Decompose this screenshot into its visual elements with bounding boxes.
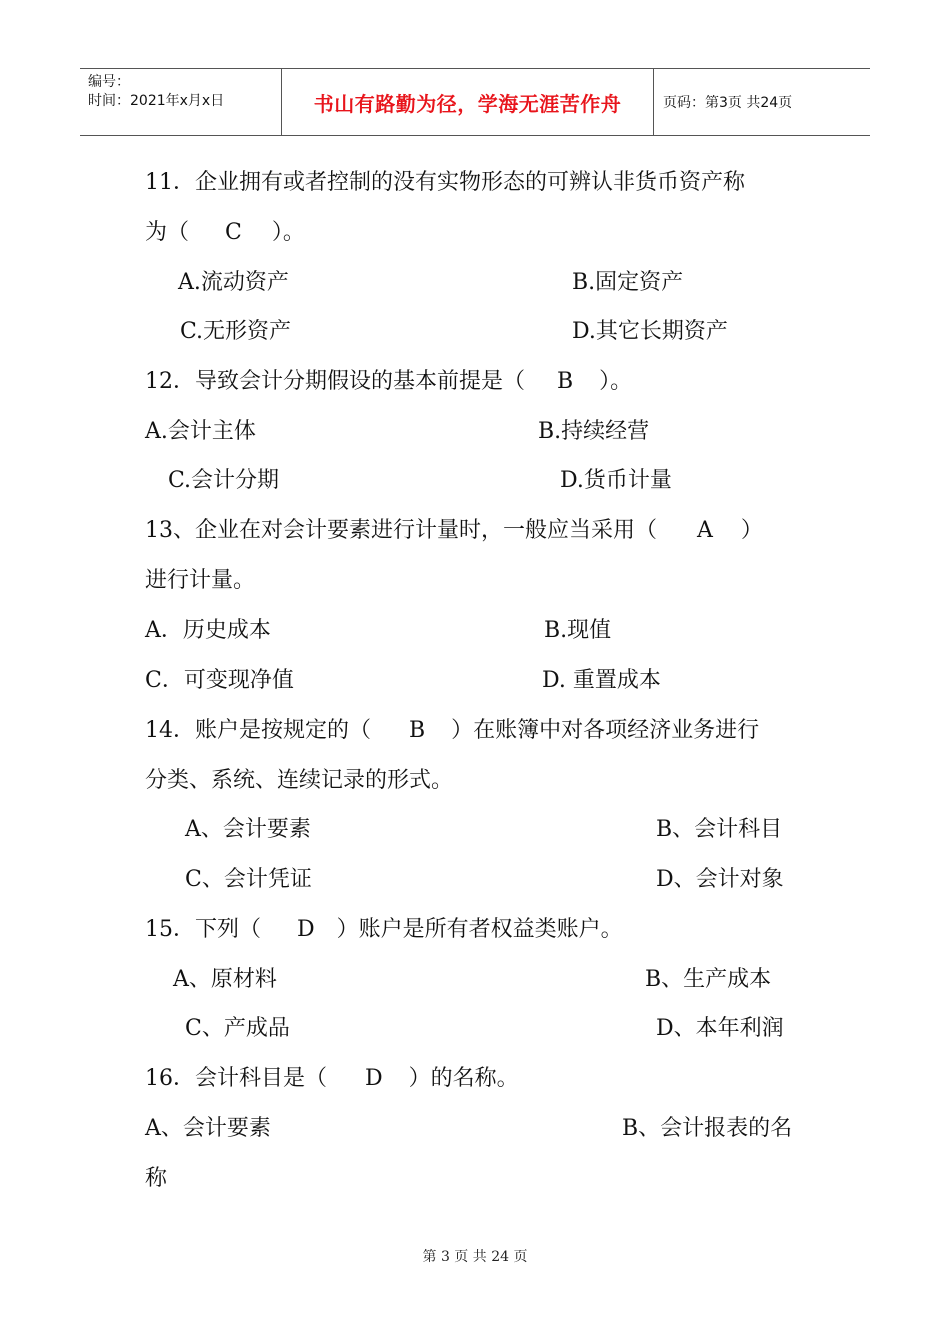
question-15-option-a: A、原材料 <box>173 967 277 992</box>
question-11-option-a: A.流动资产 <box>178 270 289 295</box>
question-14-stem-text: 14．账户是按规定的（ <box>145 718 371 743</box>
question-11-option-d: D.其它长期资产 <box>572 319 728 344</box>
question-15-answer: D <box>297 917 315 942</box>
question-15-option-c: C、产成品 <box>185 1016 290 1041</box>
question-13-stem-text: 13、企业在对会计要素进行计量时，一般应当采用（ <box>145 518 657 543</box>
question-13-option-b: B.现值 <box>544 618 612 643</box>
question-16-stem-rest: ）的名称。 <box>408 1066 519 1091</box>
header-motto: 书山有路勤为径，学海无涯苦作舟 <box>282 69 654 135</box>
question-16-stem-text: 16．会计科目是（ <box>145 1066 327 1091</box>
question-12-option-b: B.持续经营 <box>538 419 650 444</box>
question-14-stem <box>145 717 759 745</box>
question-12-stem-text: 12．导致会计分期假设的基本前提是（ <box>145 369 525 394</box>
header-meta <box>80 69 282 135</box>
question-11-answer: C <box>225 220 242 245</box>
header-page-info: 页码：第3页 共24页 <box>663 95 793 111</box>
question-11-paren-open: 为（ <box>145 220 190 245</box>
question-13-stem <box>145 517 763 545</box>
question-12-option-c: C.会计分期 <box>168 468 280 493</box>
doc-number-label: 编号： <box>88 74 130 90</box>
question-13-stem-cont: 进行计量。 <box>145 568 256 593</box>
question-14-option-c: C、会计凭证 <box>185 867 312 892</box>
question-11-stem: 11．企业拥有或者控制的没有实物形态的可辨认非货币资产称 <box>145 170 745 195</box>
question-12-answer: B <box>557 369 574 394</box>
question-16-stem <box>145 1065 519 1093</box>
question-13-option-a: A．历史成本 <box>145 618 271 643</box>
question-11-option-c: C.无形资产 <box>180 319 292 344</box>
question-15-stem <box>145 916 623 944</box>
question-16-option-a: A、会计要素 <box>145 1116 271 1141</box>
question-12-option-d: D.货币计量 <box>560 468 672 493</box>
question-13-option-d: D. 重置成本 <box>542 668 661 693</box>
question-15-stem-text: 15．下列（ <box>145 917 261 942</box>
question-13-paren-close: ） <box>740 518 763 543</box>
question-12-stem <box>145 368 632 396</box>
question-15-stem-rest: ）账户是所有者权益类账户。 <box>336 917 623 942</box>
question-16-option-b: B、会计报表的名 <box>622 1116 793 1141</box>
doc-time-label: 时间：2021年x月x日 <box>88 93 225 109</box>
question-11-option-b: B.固定资产 <box>572 270 684 295</box>
question-14-stem-rest: ）在账簿中对各项经济业务进行 <box>451 718 760 743</box>
question-13-option-c: C．可变现净值 <box>145 668 294 693</box>
question-12-option-a: A.会计主体 <box>145 419 256 444</box>
question-12-paren-close: ）。 <box>599 369 633 394</box>
question-11-stem-cont <box>145 219 305 247</box>
question-14-answer: B <box>409 718 426 743</box>
question-14-option-b: B、会计科目 <box>656 817 783 842</box>
question-16-answer: D <box>365 1066 383 1091</box>
question-14-stem-cont: 分类、系统、连续记录的形式。 <box>145 768 454 793</box>
page-header <box>80 68 870 136</box>
question-16-option-b-cont: 称 <box>145 1166 168 1191</box>
question-14-option-d: D、会计对象 <box>656 867 784 892</box>
question-15-option-d: D、本年利润 <box>656 1016 784 1041</box>
question-13-answer: A <box>697 518 713 543</box>
page-footer: 第 3 页 共 24 页 <box>422 1249 528 1265</box>
question-15-option-b: B、生产成本 <box>645 967 772 992</box>
question-11-paren-close: ）。 <box>271 220 305 245</box>
question-14-option-a: A、会计要素 <box>185 817 311 842</box>
